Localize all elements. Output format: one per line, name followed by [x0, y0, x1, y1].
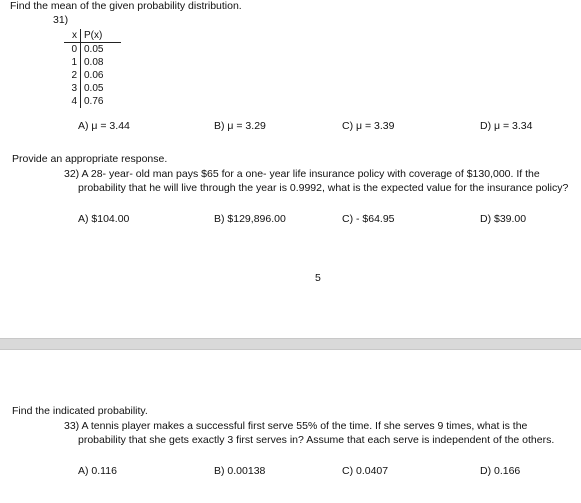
- question-33-text: 33) A tennis player makes a successful first serve 55% of the time. If she serves 9 times, what is the probability that she gets exactly 3 first serves in? Assume that each serve is independent of the others.: [64, 420, 555, 446]
- table-row: [64, 43, 121, 57]
- table-row: [64, 56, 121, 69]
- q31-choice-b: B) μ = 3.29: [214, 120, 266, 132]
- q31-choice-d: D) μ = 3.34: [480, 120, 533, 132]
- q32-choice-a: A) $104.00: [78, 213, 130, 225]
- section-header-probability: Find the indicated probability.: [12, 405, 148, 417]
- question-31-number: 31): [53, 14, 69, 26]
- table-cell-x: 1: [64, 56, 81, 69]
- page-number: 5: [315, 272, 321, 284]
- table-cell-px: 0.05: [84, 44, 104, 55]
- table-header-x: x: [64, 29, 81, 43]
- table-cell-x: 3: [64, 82, 81, 95]
- probability-table: [64, 29, 121, 108]
- q32-choice-d: D) $39.00: [480, 213, 527, 225]
- q31-choice-a: A) μ = 3.44: [78, 120, 130, 132]
- table-cell-px: 0.06: [84, 70, 104, 81]
- q32-choice-b: B) $129,896.00: [214, 213, 286, 225]
- q33-choice-b: B) 0.00138: [214, 465, 266, 477]
- table-header-row: [64, 29, 121, 43]
- table-cell-px: 0.05: [84, 83, 104, 94]
- page-separator: [0, 338, 581, 350]
- question-32-text: 32) A 28- year- old man pays $65 for a one- year life insurance policy with coverage of $130,000. If the probability that he will live through the year is 0.9992, what is the expected value for the insurance policy?: [64, 168, 569, 194]
- q33-choice-d: D) 0.166: [480, 465, 521, 477]
- table-cell-px: 0.08: [84, 57, 104, 68]
- q31-choice-c: C) μ = 3.39: [342, 120, 395, 132]
- table-cell-x: 4: [64, 95, 81, 108]
- q32-choice-c: C) - $64.95: [342, 213, 395, 225]
- table-cell-x: 2: [64, 69, 81, 82]
- table-row: [64, 82, 121, 95]
- table-row: [64, 69, 121, 82]
- q33-choice-c: C) 0.0407: [342, 465, 389, 477]
- q33-choice-a: A) 0.116: [78, 465, 117, 477]
- table-row: [64, 95, 121, 108]
- section-header-response: Provide an appropriate response.: [12, 153, 168, 165]
- section-header-mean: Find the mean of the given probability distribution.: [10, 0, 242, 12]
- table-cell-px: 0.76: [84, 96, 104, 107]
- table-header-px: P(x): [81, 29, 122, 43]
- table-cell-x: 0: [64, 43, 81, 57]
- page-2: [0, 350, 581, 503]
